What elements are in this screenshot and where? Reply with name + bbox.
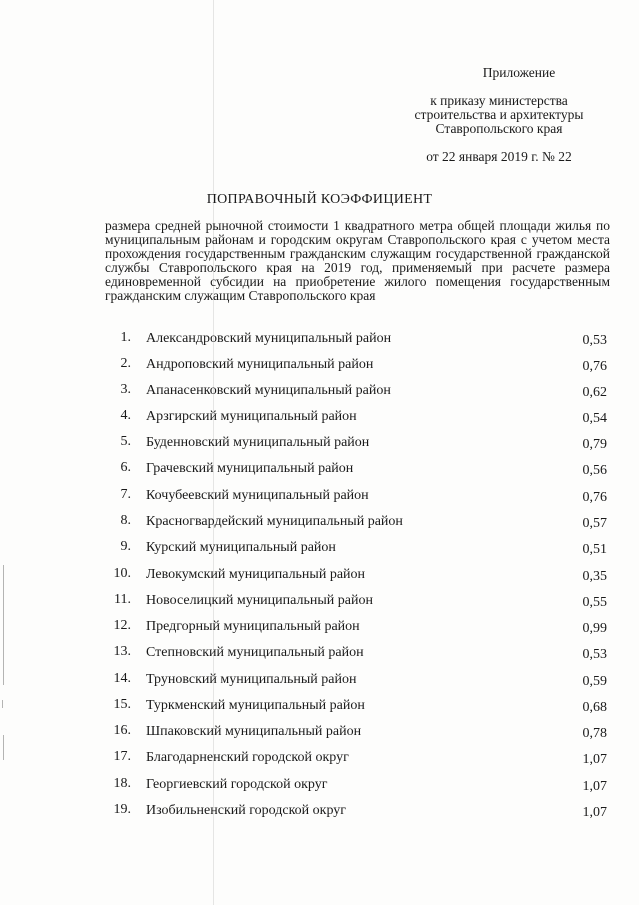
list-item-district-name: Апанасенковский муниципальный район (146, 383, 391, 398)
list-item-number: 19. (113, 802, 131, 817)
list-item (0, 618, 639, 638)
list-item-district-name: Степновский муниципальный район (146, 645, 364, 660)
document-intro: размера средней рыночной стоимости 1 квадратного метра общей площади жилья по муниципальным районам и городским округам Ставропольского края с учетом места прохождения государственным гражданским служащим государственной гражданской службы Ставропольского края на 2019 год, применяемый при расчете размера единовременной субсидии на приобретение жилого помещения государственным гражданским служащим Ставропольского края (105, 218, 610, 303)
list-item (0, 566, 639, 586)
document-title: ПОПРАВОЧНЫЙ КОЭФФИЦИЕНТ (206, 192, 433, 207)
list-item-district-name: Труновский муниципальный район (146, 672, 357, 687)
list-item-number: 3. (120, 382, 131, 397)
list-item-coefficient: 0,59 (582, 674, 607, 689)
list-item-coefficient: 0,51 (582, 542, 607, 557)
list-item-district-name: Шпаковский муниципальный район (146, 724, 362, 739)
list-item-coefficient: 0,79 (582, 437, 607, 452)
list-item-number: 15. (113, 697, 131, 712)
list-item-district-name: Новоселицкий муниципальный район (146, 593, 373, 608)
list-item-coefficient: 0,55 (582, 595, 607, 610)
list-item-district-name: Арзгирский муниципальный район (146, 409, 357, 424)
list-item-district-name: Курский муниципальный район (146, 540, 336, 555)
list-item-coefficient: 1,07 (582, 779, 607, 794)
list-item-number: 16. (113, 723, 131, 738)
list-item-number: 2. (120, 356, 131, 371)
list-item-coefficient: 0,57 (582, 516, 607, 531)
list-item-district-name: Предгорный муниципальный район (146, 619, 360, 634)
list-item-district-name: Александровский муниципальный район (146, 331, 392, 346)
list-item-district-name: Левокумский муниципальный район (146, 567, 366, 582)
list-item (0, 802, 639, 822)
list-item-district-name: Благодарненский городской округ (146, 750, 349, 765)
list-item (0, 382, 639, 402)
list-item-number: 10. (113, 566, 131, 581)
list-item-number: 18. (113, 776, 131, 791)
list-item (0, 460, 639, 480)
list-item-coefficient: 0,99 (582, 621, 607, 636)
appendix-heading: Приложение (482, 65, 556, 80)
list-item-coefficient: 1,07 (582, 752, 607, 767)
list-item-coefficient: 0,35 (582, 569, 607, 584)
list-item-number: 1. (120, 330, 131, 345)
list-item (0, 723, 639, 743)
list-item (0, 644, 639, 664)
list-item-coefficient: 0,54 (582, 411, 607, 426)
list-item (0, 749, 639, 769)
list-item (0, 776, 639, 796)
list-item-number: 5. (120, 434, 131, 449)
list-item-district-name: Андроповский муниципальный район (146, 357, 374, 372)
list-item-district-name: Кочубеевский муниципальный район (146, 488, 369, 503)
list-item-district-name: Изобильненский городской округ (146, 803, 347, 818)
list-item (0, 539, 639, 559)
list-item-number: 17. (113, 749, 131, 764)
list-item-coefficient: 0,78 (582, 726, 607, 741)
list-item-number: 11. (114, 592, 131, 607)
list-item-district-name: Буденновский муниципальный район (146, 435, 370, 450)
list-item-number: 14. (113, 671, 131, 686)
list-item-coefficient: 1,07 (582, 805, 607, 820)
list-item (0, 434, 639, 454)
list-item-coefficient: 0,76 (582, 359, 607, 374)
list-item-district-name: Грачевский муниципальный район (146, 461, 354, 476)
list-item (0, 356, 639, 376)
appendix-line-3: Ставропольского края (435, 121, 563, 136)
list-item-district-name: Туркменский муниципальный район (146, 698, 365, 713)
appendix-date: от 22 января 2019 г. № 22 (426, 149, 572, 164)
list-item-number: 4. (120, 408, 131, 423)
list-item (0, 697, 639, 717)
list-item (0, 330, 639, 350)
list-item (0, 513, 639, 533)
list-item (0, 671, 639, 691)
appendix-header (349, 66, 589, 164)
list-item-coefficient: 0,53 (582, 647, 607, 662)
list-item (0, 408, 639, 428)
list-item-number: 8. (120, 513, 131, 528)
list-item (0, 592, 639, 612)
list-item-coefficient: 0,53 (582, 333, 607, 348)
appendix-line-1: к приказу министерства (430, 93, 568, 108)
list-item (0, 487, 639, 507)
list-item-coefficient: 0,56 (582, 463, 607, 478)
list-item-number: 6. (120, 460, 131, 475)
list-item-number: 12. (113, 618, 131, 633)
list-item-district-name: Георгиевский городской округ (146, 777, 328, 792)
list-item-district-name: Красногвардейский муниципальный район (146, 514, 403, 529)
list-item-number: 7. (120, 487, 131, 502)
appendix-line-2: строительства и архитектуры (414, 107, 584, 122)
list-item-coefficient: 0,68 (582, 700, 607, 715)
list-item-coefficient: 0,76 (582, 490, 607, 505)
list-item-coefficient: 0,62 (582, 385, 607, 400)
list-item-number: 9. (120, 539, 131, 554)
list-item-number: 13. (113, 644, 131, 659)
